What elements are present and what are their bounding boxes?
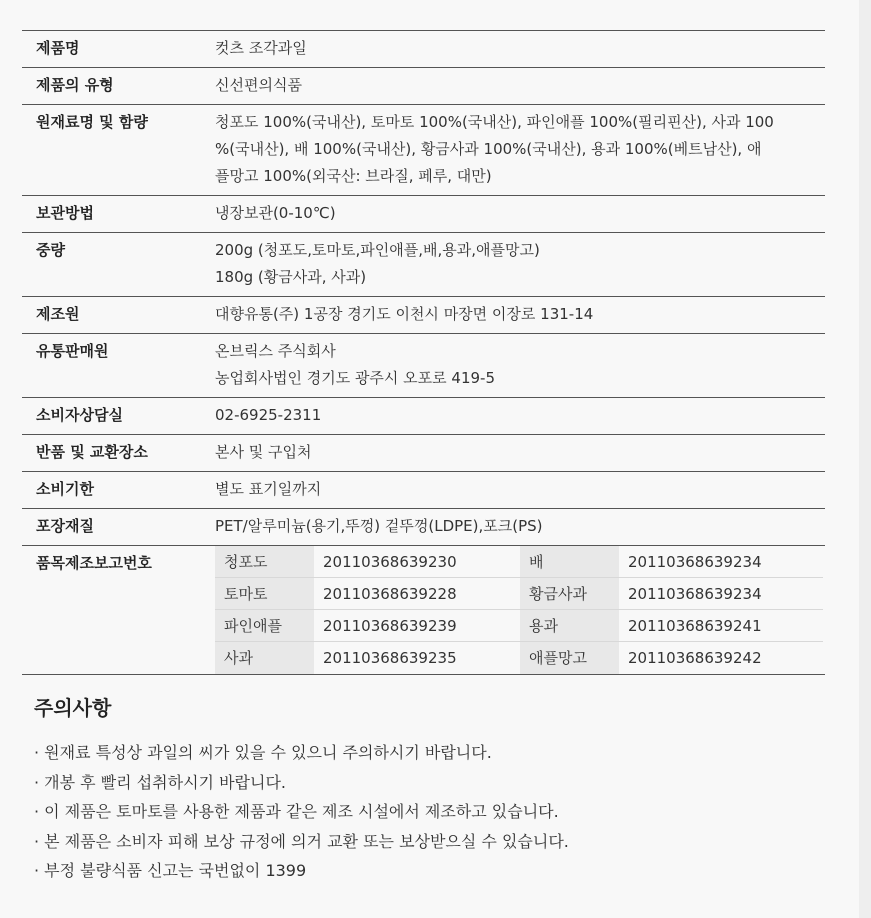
- caution-item: · 원재료 특성상 과일의 씨가 있을 수 있으니 주의하시기 바랍니다.: [34, 743, 492, 762]
- info-row: [22, 509, 825, 546]
- caution-list: [34, 738, 814, 886]
- info-row-value: [202, 516, 825, 537]
- info-row-value-line: 컷츠 조각과일: [215, 39, 307, 57]
- report-item-number: 20110368639230: [314, 546, 520, 578]
- info-row-label: 반품 및 교환장소: [36, 443, 148, 461]
- report-item-name: 청포도: [215, 546, 314, 578]
- info-row-value-line: 플망고 100%(외국산: 브라질, 페루, 대만): [215, 167, 492, 185]
- info-row: [22, 105, 825, 196]
- report-number-row: [22, 546, 825, 675]
- info-row-value-line: 농업회사법인 경기도 광주시 오포로 419-5: [215, 369, 496, 387]
- info-row-value-line: 별도 표기일까지: [215, 480, 322, 498]
- info-row: [22, 472, 825, 509]
- info-row-value: [202, 38, 825, 59]
- report-item-number: 20110368639234: [619, 578, 823, 610]
- report-item-name: 토마토: [215, 578, 314, 610]
- info-row: [22, 297, 825, 334]
- info-row-label: 원재료명 및 함량: [36, 113, 148, 131]
- info-row-value: [202, 442, 825, 463]
- caution-section: [34, 694, 814, 886]
- product-info-table: [22, 30, 825, 675]
- info-row: [22, 31, 825, 68]
- info-row-value-line: 냉장보관(0-10℃): [215, 204, 336, 222]
- info-row-value: [202, 75, 825, 96]
- info-row-label: 보관방법: [36, 204, 94, 222]
- scrollbar-track[interactable]: [859, 0, 871, 918]
- info-row-value: [202, 237, 825, 291]
- caution-item: · 본 제품은 소비자 피해 보상 규정에 의거 교환 또는 보상받으실 수 있습니다.: [34, 831, 569, 851]
- info-row-value-line: 02-6925-2311: [215, 406, 322, 424]
- info-row-value-line: 온브릭스 주식회사: [215, 342, 336, 360]
- info-row: [22, 68, 825, 105]
- info-row-value: [202, 304, 825, 325]
- report-item-number: 20110368639228: [314, 578, 520, 610]
- report-item-number: 20110368639234: [619, 546, 823, 578]
- info-row-label: 유통판매원: [36, 342, 109, 360]
- report-item-name: 사과: [215, 642, 314, 674]
- report-item-number: 20110368639242: [619, 642, 823, 674]
- report-item-name: 황금사과: [520, 578, 619, 610]
- info-row-value: [202, 203, 825, 224]
- report-item-number: 20110368639235: [314, 642, 520, 674]
- info-row-value: [202, 479, 825, 500]
- info-row-label: 소비자상담실: [36, 406, 123, 424]
- info-row-value: [202, 338, 825, 392]
- info-row-value-line: PET/알루미늄(용기,뚜껑) 겉뚜껑(LDPE),포크(PS): [215, 517, 543, 535]
- info-row-label: 포장재질: [36, 517, 94, 535]
- caution-item: · 개봉 후 빨리 섭취하시기 바랍니다.: [34, 772, 286, 792]
- report-item-name: 배: [520, 546, 619, 578]
- info-row-value-line: %(국내산), 배 100%(국내산), 황금사과 100%(국내산), 용과 100%(베트남산), 애: [215, 140, 762, 158]
- report-item-number: 20110368639239: [314, 610, 520, 642]
- info-row-label: 제품의 유형: [36, 76, 114, 94]
- info-row: [22, 435, 825, 472]
- info-row-label: 중량: [36, 241, 65, 259]
- info-row-value: [202, 109, 825, 190]
- report-item-number: 20110368639241: [619, 610, 823, 642]
- report-item-name: 파인애플: [215, 610, 314, 642]
- info-row-value-line: 180g (황금사과, 사과): [215, 268, 367, 286]
- info-row-value-line: 본사 및 구입처: [215, 443, 312, 461]
- info-row-value: [202, 405, 825, 426]
- info-row-value-line: 200g (청포도,토마토,파인애플,배,용과,애플망고): [215, 241, 540, 259]
- info-row: [22, 334, 825, 398]
- info-row: [22, 398, 825, 435]
- info-row: [22, 233, 825, 297]
- caution-item: · 이 제품은 토마토를 사용한 제품과 같은 제조 시설에서 제조하고 있습니다.: [34, 802, 559, 821]
- caution-title: 주의사항: [34, 696, 112, 720]
- info-row-label: 제조원: [36, 305, 80, 323]
- caution-item: · 부정 불량식품 신고는 국번없이 1399: [34, 861, 307, 880]
- info-row-label: 제품명: [36, 39, 80, 57]
- info-rows: [22, 31, 825, 546]
- info-row-value-line: 청포도 100%(국내산), 토마토 100%(국내산), 파인애플 100%(필리핀산), 사과 100: [215, 113, 774, 131]
- report-number-label: 품목제조보고번호: [36, 554, 152, 572]
- report-item-name: 용과: [520, 610, 619, 642]
- info-row: [22, 196, 825, 233]
- info-row-value-line: 신선편의식품: [215, 76, 302, 94]
- info-row-label: 소비기한: [36, 480, 94, 498]
- report-number-grid: [215, 546, 825, 674]
- info-row-value-line: 대향유통(주) 1공장 경기도 이천시 마장면 이장로 131-14: [215, 305, 594, 323]
- report-item-name: 애플망고: [520, 642, 619, 674]
